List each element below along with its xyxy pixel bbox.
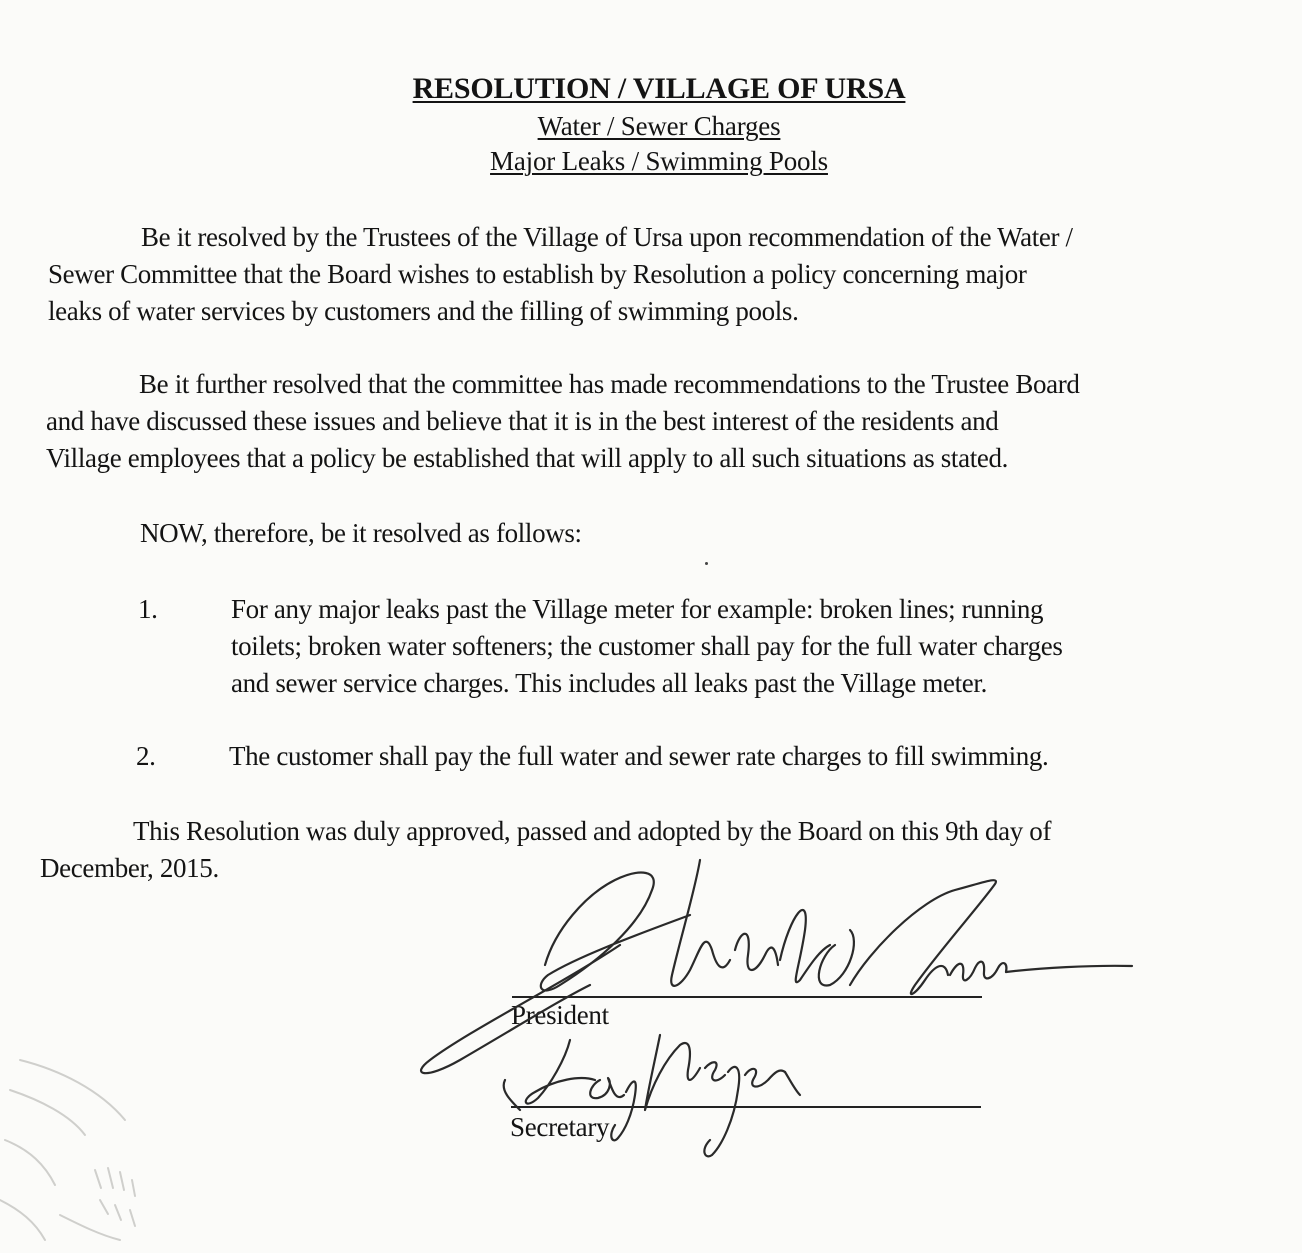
resolution-paragraph-2 [46, 366, 1286, 477]
paragraph-line: leaks of water services by customers and the filling of swimming pools. [48, 296, 799, 326]
secretary-label: Secretary [510, 1112, 610, 1142]
resolution-paragraph-1 [48, 219, 1288, 330]
president-signature-line [512, 996, 982, 998]
president-signature [421, 860, 1132, 1073]
paragraph-line: and have discussed these issues and believe that it is in the best interest of the residents and [46, 406, 999, 436]
closing-paragraph [40, 813, 1280, 887]
stray-mark [705, 562, 708, 565]
document-title: RESOLUTION / VILLAGE OF URSA [412, 72, 906, 105]
secretary-signature-line [511, 1106, 981, 1108]
item-line: For any major leaks past the Village meter for example: broken lines; running [231, 594, 1044, 624]
item-text [229, 738, 1048, 775]
embossed-seal-marks [0, 1060, 135, 1240]
paragraph-line: This Resolution was duly approved, passed and adopted by the Board on this 9th day of [133, 816, 1052, 846]
item-number: 1. [138, 594, 158, 624]
document-subtitle-leaks-pools: Major Leaks / Swimming Pools [490, 146, 828, 176]
paragraph-line: December, 2015. [40, 853, 219, 883]
paragraph-line: Be it resolved by the Trustees of the Village of Ursa upon recommendation of the Water / [141, 222, 1073, 252]
paragraph-line: Village employees that a policy be established that will apply to all such situations as stated. [46, 443, 1009, 473]
paragraph-line: NOW, therefore, be it resolved as follows: [140, 518, 582, 548]
paragraph-line: Be it further resolved that the committee has made recommendations to the Trustee Board [139, 369, 1080, 399]
item-line: and sewer service charges. This includes all leaks past the Village meter. [231, 668, 987, 698]
item-number: 2. [136, 741, 156, 771]
document-subtitle-water-sewer: Water / Sewer Charges [537, 111, 781, 141]
resolution-paragraph-3 [140, 515, 582, 552]
item-text [231, 591, 1063, 702]
item-line: The customer shall pay the full water and sewer rate charges to fill swimming. [229, 741, 1049, 771]
president-label: President [511, 1000, 609, 1030]
paragraph-line: Sewer Committee that the Board wishes to establish by Resolution a policy concerning major [48, 259, 1027, 289]
item-line: toilets; broken water softeners; the customer shall pay for the full water charges [231, 631, 1063, 661]
